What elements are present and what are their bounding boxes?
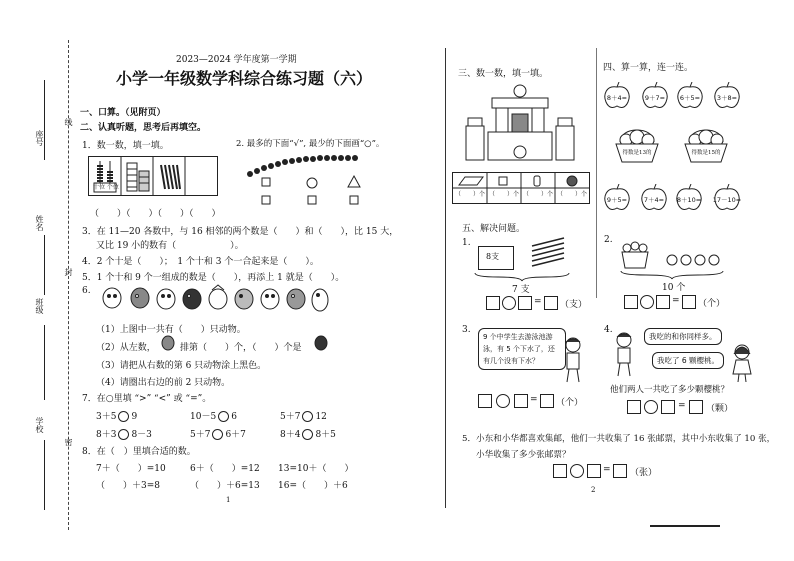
page-number-1: 1 bbox=[226, 496, 231, 504]
p4-bubble-2: 我吃了 6 颗樱桃。 bbox=[652, 352, 724, 369]
q8-item-6[interactable]: 16=（ ）＋6 bbox=[278, 481, 348, 491]
page-divider bbox=[445, 48, 446, 508]
q8-item-2[interactable]: 6＋（ ）=12 bbox=[190, 464, 260, 474]
p5-answer-box[interactable] bbox=[613, 464, 627, 478]
p2-number: 2. bbox=[604, 235, 613, 245]
q8-text: 8．在（ ）里填合适的数。 bbox=[82, 447, 196, 457]
shape-blank-3[interactable]: （ ）个 bbox=[523, 191, 554, 198]
p4-equals: = bbox=[678, 401, 686, 411]
p5-op-circle[interactable] bbox=[570, 464, 584, 478]
p2-brace bbox=[620, 270, 724, 280]
section-5-heading: 五、解决问题。 bbox=[462, 224, 526, 234]
p2-total: 10 个 bbox=[662, 283, 686, 293]
basket-15[interactable] bbox=[683, 124, 729, 164]
p2-equals: = bbox=[672, 296, 680, 306]
apple-top-2[interactable]: 9＋7= bbox=[640, 82, 670, 110]
p5-box-2[interactable] bbox=[587, 464, 601, 478]
binding-solid-line-1 bbox=[44, 80, 45, 160]
p5-equals: = bbox=[603, 465, 611, 475]
p3-answer-box[interactable] bbox=[540, 394, 554, 408]
p1-pencils bbox=[530, 236, 566, 270]
p3-speech-bubble: 9 个中学生去游泳池游泳，有 5 个下水了，还有几个没有下水？ bbox=[478, 328, 566, 370]
q8-item-1[interactable]: 7＋（ ）=10 bbox=[96, 464, 166, 474]
q7-item-2[interactable]: 10－5 6 bbox=[190, 412, 237, 422]
p5-unit: （张） bbox=[630, 468, 658, 478]
section-1-heading: 一、口算。（见附页） bbox=[80, 108, 166, 118]
p5-box-1[interactable] bbox=[553, 464, 567, 478]
p1-brace bbox=[474, 272, 570, 282]
q2-beads-figure bbox=[244, 150, 374, 210]
p4-box-1[interactable] bbox=[627, 400, 641, 414]
q6-inline-animal-1 bbox=[160, 335, 176, 351]
q6-sub1: （1）上图中一共有（ ）只动物。 bbox=[96, 325, 246, 335]
p2-box-1[interactable] bbox=[624, 295, 638, 309]
school-label: 学校 bbox=[35, 417, 44, 433]
p1-book-label: 8支 bbox=[486, 252, 500, 261]
p1-equals: = bbox=[534, 297, 542, 307]
p5-line2: 小华收集了多少张邮票？ bbox=[476, 450, 571, 460]
p2-apples-figure bbox=[618, 238, 730, 272]
shape-blank-2[interactable]: （ ）个 bbox=[489, 191, 520, 198]
p3-unit: （个） bbox=[556, 398, 584, 408]
page-number-2: 2 bbox=[591, 486, 596, 494]
dense-label: 密 bbox=[64, 438, 73, 446]
p1-unit: （支） bbox=[560, 300, 588, 310]
apple-top-3[interactable]: 6＋5= bbox=[675, 82, 705, 110]
binding-solid-line-2 bbox=[44, 235, 45, 295]
section-3-heading: 三、数一数，填一填。 bbox=[458, 69, 549, 79]
q7-item-6[interactable]: 8＋4 8＋5 bbox=[280, 430, 336, 440]
year-term: 2023—2024 学年度第一学期 bbox=[176, 55, 297, 65]
p3-box-1[interactable] bbox=[478, 394, 492, 408]
q6-sub4: （4）请圈出右边的前 2 只动物。 bbox=[96, 378, 231, 388]
apple-bottom-4[interactable]: 17－10= bbox=[712, 184, 742, 212]
abacus-labels: 十位 个位 bbox=[93, 184, 119, 191]
q7-item-1[interactable]: 3＋5 9 bbox=[96, 412, 138, 422]
p1-answer-box[interactable] bbox=[544, 296, 558, 310]
bottom-rule bbox=[650, 525, 720, 527]
p2-box-2[interactable] bbox=[656, 295, 670, 309]
p4-girl-figure bbox=[730, 344, 754, 384]
basket-13-label: 得数是13的 bbox=[622, 150, 652, 156]
q7-item-5[interactable]: 5＋7 6＋7 bbox=[190, 430, 246, 440]
apple-bottom-3[interactable]: 8＋10= bbox=[674, 184, 704, 212]
q8-item-3[interactable]: 13=10＋（ ） bbox=[278, 464, 354, 474]
apple-top-1[interactable]: 8＋4= bbox=[602, 82, 632, 110]
q1-blanks: （ ）（ ）（ ）（ ） bbox=[90, 209, 221, 219]
q5-text: 5．1 个十和 9 个一组成的数是（ ），再添上 1 就是（ ）。 bbox=[82, 273, 345, 283]
p4-box-2[interactable] bbox=[661, 400, 675, 414]
q7-item-4[interactable]: 8＋3 8－3 bbox=[96, 430, 152, 440]
name-label: 姓名 bbox=[35, 215, 44, 231]
p4-op-circle[interactable] bbox=[644, 400, 658, 414]
binding-solid-line-3 bbox=[44, 325, 45, 400]
line-label: 线 bbox=[64, 118, 73, 126]
seat-label: 座号 bbox=[35, 130, 44, 146]
p2-op-circle[interactable] bbox=[640, 295, 654, 309]
binding-solid-line-4 bbox=[44, 440, 45, 510]
p1-box-2[interactable] bbox=[518, 296, 532, 310]
q3-line1: 3．在 11—20 各数中，与 16 相邻的两个数是（ ）和（ ），比 15 大， bbox=[82, 227, 399, 237]
seal-label: 封 bbox=[64, 268, 73, 276]
p4-unit: （颗） bbox=[706, 404, 734, 414]
q6-animals-row bbox=[100, 284, 330, 316]
p1-total: 7 支 bbox=[512, 285, 530, 295]
p3-number: 3. bbox=[462, 325, 471, 335]
binding-dashed-line bbox=[68, 40, 69, 530]
blocks-castle-figure bbox=[464, 80, 576, 164]
p2-answer-box[interactable] bbox=[682, 295, 696, 309]
apple-bottom-1[interactable]: 9＋5= bbox=[602, 184, 632, 212]
p5-line1: 5．小东和小华都喜欢集邮，他们一共收集了 16 张邮票，其中小东收集了 10 张， bbox=[462, 434, 776, 444]
basket-13[interactable] bbox=[614, 124, 660, 164]
page-title: 小学一年级数学科综合练习题（六） bbox=[116, 69, 373, 88]
q7-item-3[interactable]: 5＋7 12 bbox=[280, 412, 327, 422]
p1-box-1[interactable] bbox=[486, 296, 500, 310]
right-column-divider bbox=[596, 48, 597, 298]
p4-boy-figure bbox=[612, 332, 636, 378]
p1-pencil-box bbox=[478, 246, 514, 270]
p4-bubble-1: 我吃的和你同样多。 bbox=[644, 328, 722, 345]
section-4-heading: 四、算一算，连一连。 bbox=[603, 63, 694, 73]
apple-bottom-2[interactable]: 7＋4= bbox=[639, 184, 669, 212]
q6-sub2-end: 排第（ ）个，（ ）个是 bbox=[180, 343, 302, 353]
basket-15-label: 得数是15的 bbox=[691, 150, 721, 156]
q6-sub2-start: （2）从左数， bbox=[96, 343, 156, 353]
q1-text: 1．数一数，填一填。 bbox=[82, 141, 169, 151]
q4-text: 4．2 个十是（ ）； 1 个十和 3 个一合起来是（ ）。 bbox=[82, 257, 319, 267]
section-2-heading: 二、认真听题，思考后再填空。 bbox=[80, 123, 207, 133]
p2-unit: （个） bbox=[698, 299, 726, 309]
shape-count-table bbox=[452, 172, 590, 204]
p1-number: 1. bbox=[462, 238, 471, 248]
apple-top-4[interactable]: 3＋8= bbox=[712, 82, 742, 110]
p3-box-2[interactable] bbox=[514, 394, 528, 408]
q6-inline-animal-2 bbox=[313, 335, 329, 351]
shape-blank-1[interactable]: （ ）个 bbox=[455, 191, 486, 198]
q6-number: 6. bbox=[82, 286, 91, 296]
q7-text: 7．在○里填 “>” “<” 或 “=”。 bbox=[82, 394, 212, 404]
q3-line2: 又比 19 小的数有（ ）。 bbox=[96, 241, 244, 251]
p4-number: 4. bbox=[604, 325, 613, 335]
q8-item-5[interactable]: （ ）＋6=13 bbox=[190, 481, 260, 491]
q6-sub3: （3）请把从右数的第 6 只动物涂上黑色。 bbox=[96, 361, 267, 371]
p3-equals: = bbox=[530, 395, 538, 405]
shape-blank-4[interactable]: （ ）个 bbox=[557, 191, 588, 198]
q8-item-4[interactable]: （ ）＋3=8 bbox=[96, 481, 160, 491]
p4-question: 他们两人一共吃了多少颗樱桃？ bbox=[610, 385, 730, 395]
p3-op-circle[interactable] bbox=[496, 394, 510, 408]
p4-answer-box[interactable] bbox=[689, 400, 703, 414]
p3-student-figure bbox=[560, 336, 586, 384]
q2-text: 2. 最多的下面“√”, 最少的下面画“○”。 bbox=[236, 139, 385, 149]
class-label: 班级 bbox=[35, 298, 44, 314]
p1-op-circle[interactable] bbox=[502, 296, 516, 310]
